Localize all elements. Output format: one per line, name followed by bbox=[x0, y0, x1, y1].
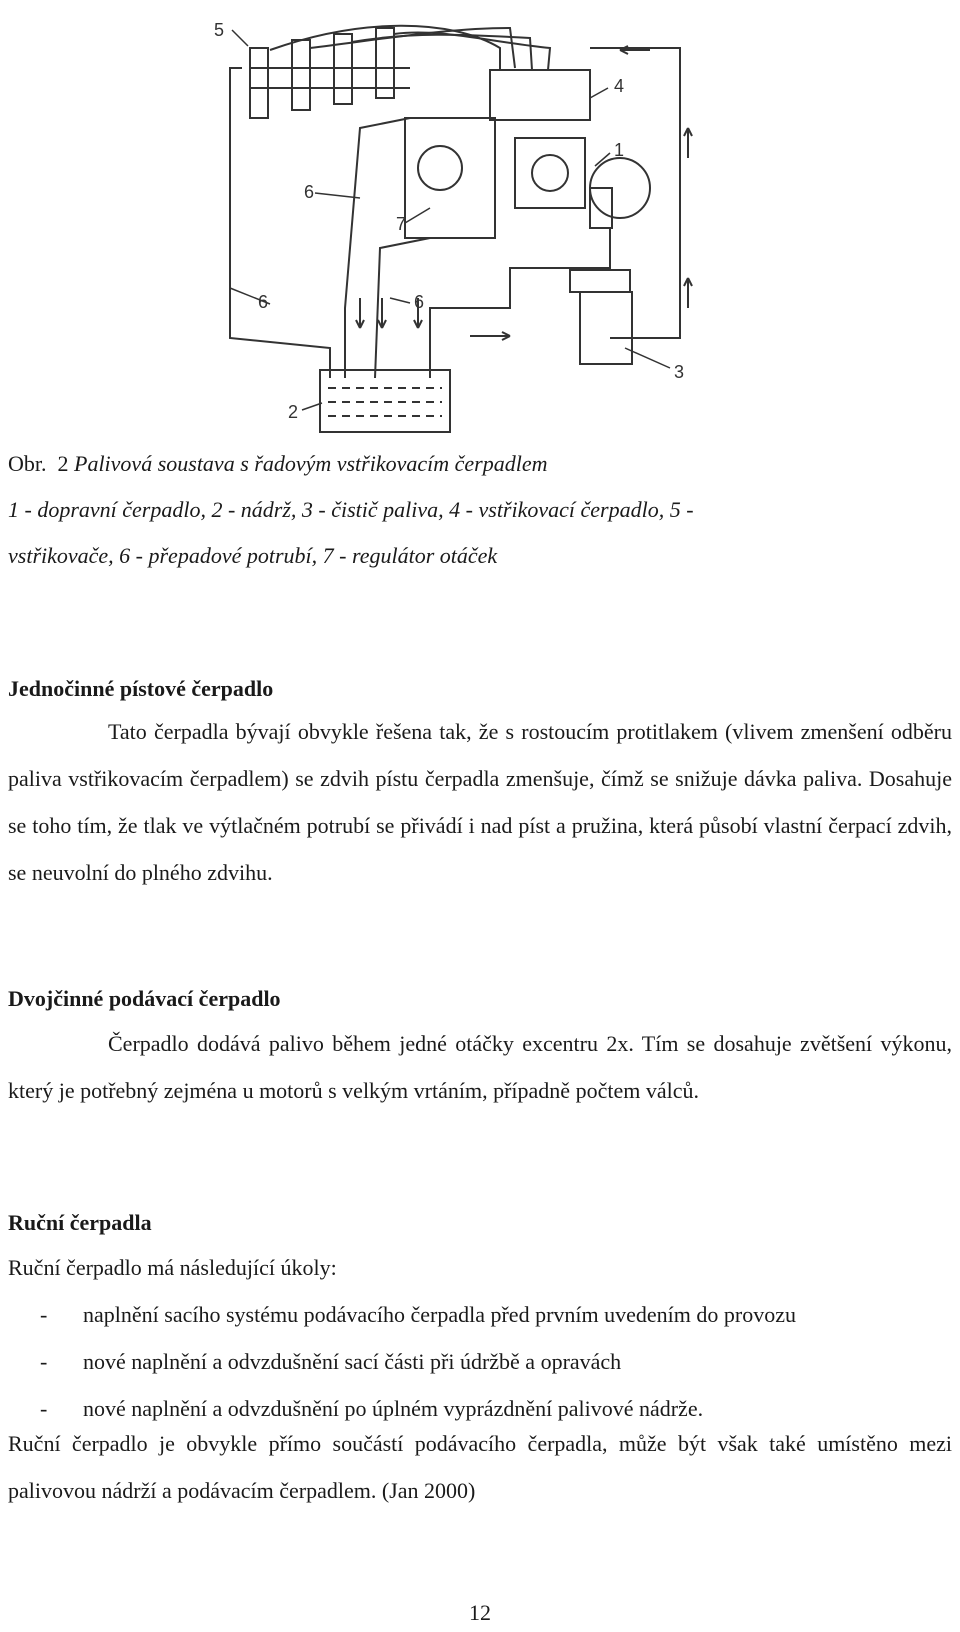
section-heading-double-acting-pump: Dvojčinné podávací čerpadlo bbox=[8, 986, 281, 1011]
caption-number: 2 bbox=[57, 451, 69, 476]
high-pressure-lines bbox=[270, 26, 550, 70]
callout-3: 3 bbox=[674, 362, 685, 382]
caption-legend-line-2: vstřikovače, 6 - přepadové potrubí, 7 - regulátor otáček bbox=[8, 543, 498, 568]
fuel-system-diagram bbox=[210, 8, 750, 440]
list-item: - nové naplnění a odvzdušnění sací části při údržbě a opravách bbox=[40, 1349, 622, 1374]
callout-1: 1 bbox=[614, 140, 625, 160]
injectors bbox=[250, 28, 410, 118]
section-text-double-acting-pump: Čerpadlo dodává palivo během jedné otáčky excentru 2x. Tím se dosahuje zvětšení výkonu, který je potřebný zejména u motorů s velkým vrtáním, případně počtem válců. bbox=[8, 1031, 952, 1103]
callout-6: 6 bbox=[414, 292, 425, 312]
fuel-tank bbox=[320, 370, 450, 432]
section-heading-single-acting-pump: Jednočinné pístové čerpadlo bbox=[8, 676, 274, 701]
section-outro-hand-pumps: Ruční čerpadlo je obvykle přímo součástí podávacího čerpadla, může být však také umístěno mezi palivovou nádrží a podávacím čerpadlem. (Jan 2000) bbox=[8, 1431, 952, 1503]
section-intro-hand-pumps: Ruční čerpadlo má následující úkoly: bbox=[8, 1255, 337, 1280]
callout-2: 2 bbox=[288, 402, 299, 422]
caption-prefix: Obr. bbox=[8, 451, 47, 476]
callout-6: 6 bbox=[304, 182, 315, 202]
callout-4: 4 bbox=[614, 76, 625, 96]
callout-5: 5 bbox=[214, 20, 225, 40]
figure-caption bbox=[8, 450, 548, 478]
list-item: - nové naplnění a odvzdušnění po úplném vyprázdnění palivové nádrže. bbox=[40, 1396, 704, 1421]
flow-arrows bbox=[356, 46, 692, 340]
section-text-single-acting-pump: Tato čerpadla bývají obvykle řešena tak, že s rostoucím protitlakem (vlivem zmenšení odběru paliva vstřikovacím čerpadlem) se zdvih pístu čerpadla zmenšuje, čímž se snižuje dávka paliva. Dosahuje se toho tím, že tlak ve výtlačném potrubí se přivádí i nad píst a pružina, která působí vlastní čerpací zdvih, se neuvolní do plného zdvihu. bbox=[8, 719, 952, 885]
caption-legend-line-1: 1 - dopravní čerpadlo, 2 - nádrž, 3 - čistič paliva, 4 - vstřikovací čerpadlo, 5 - bbox=[8, 497, 694, 522]
page-number: 12 bbox=[469, 1600, 491, 1625]
section-heading-hand-pumps: Ruční čerpadla bbox=[8, 1210, 152, 1235]
fuel-filter bbox=[570, 270, 632, 364]
callout-7: 7 bbox=[396, 214, 407, 234]
list-item: - naplnění sacího systému podávacího čerpadla před prvním uvedením do provozu bbox=[40, 1302, 796, 1327]
callout-6: 6 bbox=[258, 292, 269, 312]
caption-title: Palivová soustava s řadovým vstřikovacím čerpadlem bbox=[74, 451, 548, 476]
